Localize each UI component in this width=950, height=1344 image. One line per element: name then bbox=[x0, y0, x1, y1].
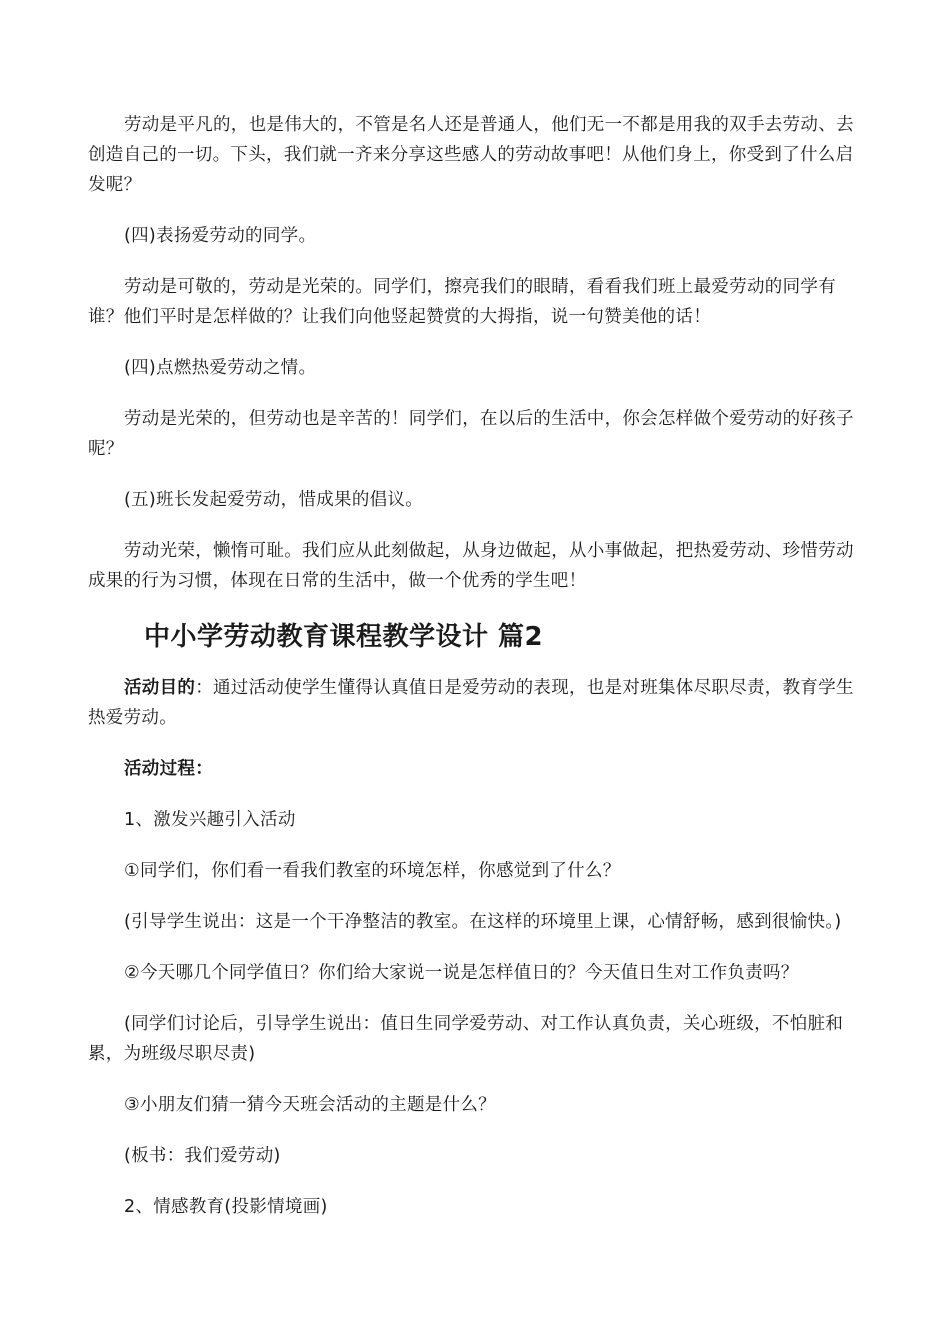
paragraph: 劳动光荣，懒惰可耻。我们应从此刻做起，从身边做起，从小事做起，把热爱劳动、珍惜劳动成果的行为习惯，体现在日常的生活中，做一个优秀的学生吧！ bbox=[88, 541, 854, 591]
subheading: (四)表扬爱劳动的同学。 bbox=[124, 226, 317, 246]
process-label: 活动过程： bbox=[124, 759, 213, 779]
list-item: 1、激发兴趣引入活动 bbox=[124, 810, 296, 830]
subheading: (五)班长发起爱劳动，惜成果的倡议。 bbox=[124, 490, 424, 510]
list-item: (同学们讨论后，引导学生说出：值日生同学爱劳动、对工作认真负责，关心班级，不怕脏和累，为班级尽职尽责) bbox=[88, 1014, 844, 1064]
paragraph: 劳动是可敬的，劳动是光荣的。同学们，擦亮我们的眼睛，看看我们班上最爱劳动的同学有谁？他们平时是怎样做的？让我们向他竖起赞赏的大拇指，说一句赞美他的话！ bbox=[88, 277, 836, 327]
list-item: (引导学生说出：这是一个干净整洁的教室。在这样的环境里上课，心情舒畅，感到很愉快。) bbox=[124, 912, 842, 932]
list-item: ③小朋友们猜一猜今天班会活动的主题是什么？ bbox=[124, 1095, 496, 1115]
subheading: (四)点燃热爱劳动之情。 bbox=[124, 358, 317, 378]
list-item: (板书：我们爱劳动) bbox=[124, 1146, 281, 1166]
document-page bbox=[88, 110, 860, 1243]
paragraph: 劳动是光荣的，但劳动也是辛苦的！同学们，在以后的生活中，你会怎样做个爱劳动的好孩子呢？ bbox=[88, 409, 854, 459]
goal-text: ：通过活动使学生懂得认真值日是爱劳动的表现，也是对班集体尽职尽责，教育学生热爱劳动。 bbox=[88, 678, 854, 728]
paragraph: 劳动是平凡的，也是伟大的，不管是名人还是普通人，他们无一不都是用我的双手去劳动、去创造自己的一切。下头，我们就一齐来分享这些感人的劳动故事吧！从他们身上，你受到了什么启发呢？ bbox=[88, 115, 854, 195]
list-item: ②今天哪几个同学值日？你们给大家说一说是怎样值日的？今天值日生对工作负责吗？ bbox=[124, 963, 799, 983]
list-item: 2、情感教育(投影情境画) bbox=[124, 1197, 328, 1217]
list-item: ①同学们，你们看一看我们教室的环境怎样，你感觉到了什么？ bbox=[124, 861, 621, 881]
goal-label: 活动目的 bbox=[124, 678, 196, 698]
section-heading: 中小学劳动教育课程教学设计 篇2 bbox=[144, 622, 544, 652]
goal-paragraph bbox=[88, 673, 860, 733]
